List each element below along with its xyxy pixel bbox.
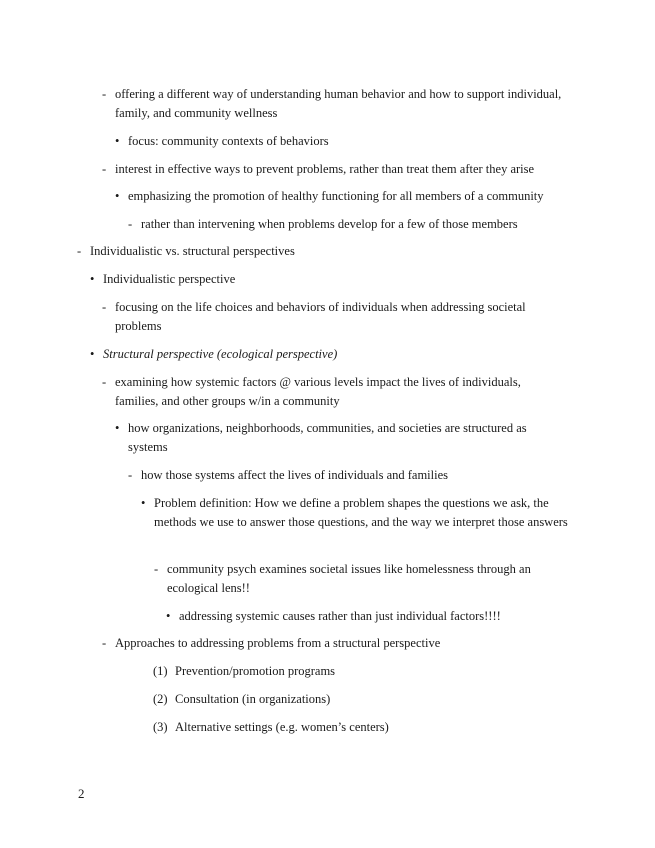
list-item: focus: community contexts of behaviors [128, 134, 329, 148]
list-item: focusing on the life choices and behaviors of individuals when addressing societal problems [115, 300, 526, 333]
list-marker: • [90, 272, 95, 286]
list-marker: - [102, 375, 107, 389]
list-number: (1) [153, 664, 168, 678]
list-marker: - [154, 562, 159, 576]
list-item: Alternative settings (e.g. women’s centers) [175, 720, 389, 734]
list-item: Prevention/promotion programs [175, 664, 336, 678]
list-marker: - [77, 244, 82, 258]
list-item: how those systems affect the lives of individuals and families [141, 468, 449, 482]
list-item: Structural perspective (ecological perspective) [103, 347, 338, 361]
list-marker: - [128, 217, 133, 231]
list-item: emphasizing the promotion of healthy functioning for all members of a community [128, 189, 544, 203]
list-item: rather than intervening when problems develop for a few of those members [141, 217, 518, 231]
list-item: addressing systemic causes rather than just individual factors!!!! [179, 609, 501, 623]
list-marker: • [90, 347, 95, 361]
list-item: Consultation (in organizations) [175, 692, 331, 706]
list-marker: - [102, 300, 107, 314]
list-item: Individualistic vs. structural perspectives [90, 244, 295, 258]
list-number: (3) [153, 720, 168, 734]
page-number: 2 [78, 786, 85, 801]
list-marker: • [115, 421, 120, 435]
list-marker: - [128, 468, 133, 482]
list-item: Problem definition: How we define a problem shapes the questions we ask, the methods we use to answer those questions, and the way we interpret those answers [154, 496, 568, 529]
list-marker: • [115, 134, 120, 148]
list-item: Individualistic perspective [103, 272, 236, 286]
list-item: offering a different way of understanding human behavior and how to support individual, family, and community wellness [115, 87, 562, 120]
list-item: community psych examines societal issues like homelessness through an ecological lens!! [167, 562, 531, 595]
list-item: interest in effective ways to prevent problems, rather than treat them after they arise [115, 162, 535, 176]
list-marker: • [141, 496, 146, 510]
list-marker: • [115, 189, 120, 203]
list-marker: • [166, 609, 171, 623]
list-marker: - [102, 162, 107, 176]
list-item: how organizations, neighborhoods, communities, and societies are structured as systems [128, 421, 527, 454]
list-item: Approaches to addressing problems from a structural perspective [115, 636, 441, 650]
list-marker: - [102, 636, 107, 650]
list-number: (2) [153, 692, 168, 706]
list-marker: - [102, 87, 107, 101]
list-item: examining how systemic factors @ various levels impact the lives of individuals, families, and other groups w/in a community [115, 375, 521, 408]
